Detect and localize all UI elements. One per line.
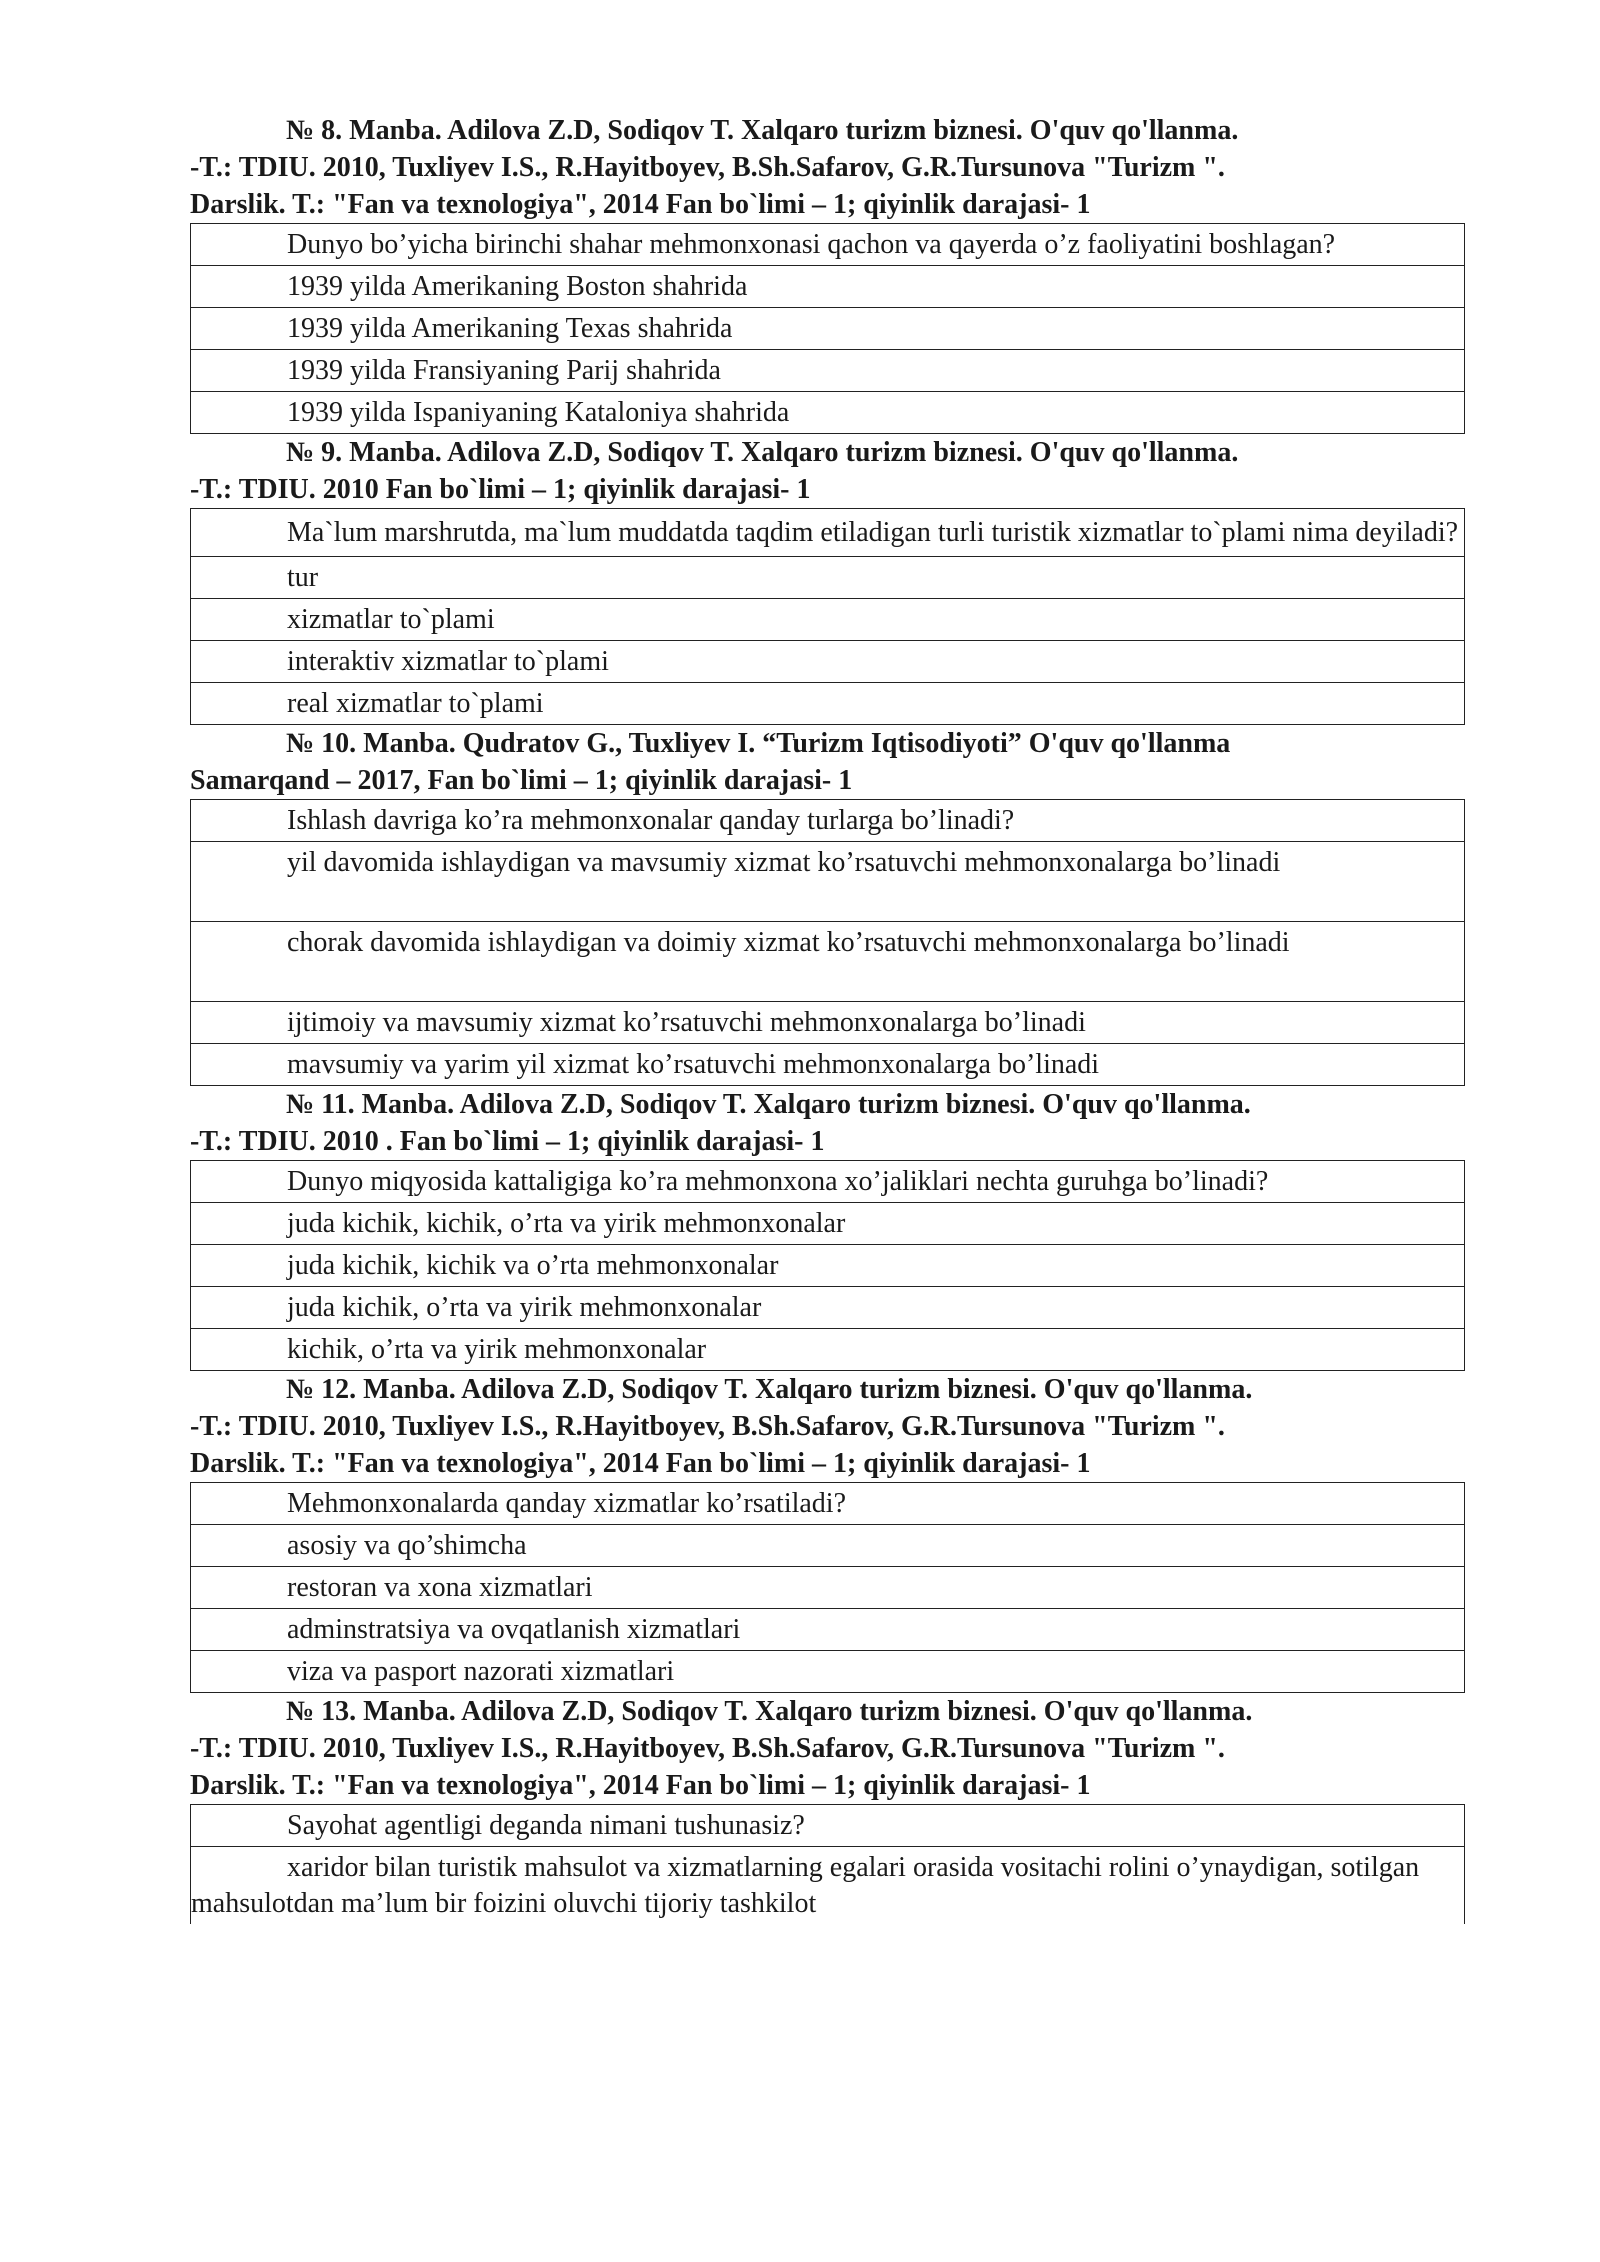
answer-text: xaridor bilan turistik mahsulot va xizmatlarning egalari orasida vositachi rolini o’ynaydigan, sotilgan mahsulotdan ma’lum bir foizini oluvchi tijoriy tashkilot (191, 1852, 1420, 1919)
question-row (191, 1161, 1465, 1203)
question-cell (191, 509, 1465, 557)
question-row (191, 224, 1465, 266)
question-text: Dunyo bo’yicha birinchi shahar mehmonxonasi qachon va qayerda o’z faoliyatini boshlagan? (287, 229, 1336, 260)
question-text: Ma`lum marshrutda, ma`lum muddatda taqdim etiladigan turli turistik xizmatlar to`plami nima deyiladi? (287, 517, 1459, 548)
answer-row (191, 1044, 1465, 1086)
header-line: Darslik. T.: "Fan va texnologiya", 2014 Fan bo`limi – 1; qiyinlik darajasi- 1 (190, 1448, 1091, 1479)
answer-row (191, 1651, 1465, 1693)
answer-cell (191, 1609, 1465, 1651)
question-header (190, 112, 1470, 223)
answer-cell (191, 1245, 1465, 1287)
answer-cell (191, 842, 1465, 922)
question-cell (191, 800, 1465, 842)
question-cell (191, 224, 1465, 266)
header-line: -T.: TDIU. 2010 . Fan bo`limi – 1; qiyinlik darajasi- 1 (190, 1126, 825, 1157)
question-table (190, 1804, 1465, 1924)
header-line: Darslik. T.: "Fan va texnologiya", 2014 Fan bo`limi – 1; qiyinlik darajasi- 1 (190, 1770, 1091, 1801)
answer-row (191, 1525, 1465, 1567)
answer-row (191, 266, 1465, 308)
question-row (191, 509, 1465, 557)
answer-cell (191, 1567, 1465, 1609)
answer-text: tur (287, 562, 319, 593)
answer-text: 1939 yilda Amerikaning Boston shahrida (287, 271, 748, 302)
answer-text: interaktiv xizmatlar to`plami (287, 646, 609, 677)
answer-cell (191, 922, 1465, 1002)
answer-cell (191, 557, 1465, 599)
question-text: Dunyo miqyosida kattaligiga ko’ra mehmonxona xo’jaliklari nechta guruhga bo’linadi? (287, 1166, 1269, 1197)
answer-row (191, 557, 1465, 599)
answer-row (191, 1287, 1465, 1329)
question-cell (191, 1805, 1465, 1847)
answer-cell (191, 392, 1465, 434)
answer-cell (191, 1847, 1465, 1925)
question-table (190, 799, 1465, 1086)
question-row (191, 1483, 1465, 1525)
answer-text: chorak davomida ishlaydigan va doimiy xizmat ko’rsatuvchi mehmonxonalarga bo’linadi (287, 927, 1290, 958)
answer-row (191, 842, 1465, 922)
header-line: № 9. Manba. Adilova Z.D, Sodiqov T. Xalqaro turizm biznesi. O'quv qo'llanma. (286, 437, 1239, 468)
answer-cell (191, 1287, 1465, 1329)
answer-row (191, 641, 1465, 683)
question-block-10 (190, 725, 1470, 1086)
answer-row (191, 1567, 1465, 1609)
question-text: Sayohat agentligi deganda nimani tushunasiz? (287, 1810, 805, 1841)
answer-text: juda kichik, kichik, o’rta va yirik mehmonxonalar (287, 1208, 846, 1239)
question-block-12 (190, 1371, 1470, 1693)
answer-row (191, 1609, 1465, 1651)
answer-row (191, 392, 1465, 434)
header-line: № 11. Manba. Adilova Z.D, Sodiqov T. Xalqaro turizm biznesi. O'quv qo'llanma. (286, 1089, 1251, 1120)
question-row (191, 800, 1465, 842)
answer-row (191, 1002, 1465, 1044)
answer-text: asosiy va qo’shimcha (287, 1530, 527, 1561)
question-header (190, 1086, 1470, 1160)
answer-cell (191, 1525, 1465, 1567)
answer-text: juda kichik, kichik va o’rta mehmonxonalar (287, 1250, 779, 1281)
answer-text: viza va pasport nazorati xizmatlari (287, 1656, 675, 1687)
question-header (190, 1693, 1470, 1804)
question-row (191, 1805, 1465, 1847)
answer-text: adminstratsiya va ovqatlanish xizmatlari (287, 1614, 741, 1645)
header-line: -T.: TDIU. 2010, Tuxliyev I.S., R.Hayitboyev, B.Sh.Safarov, G.R.Tursunova "Turizm ". (190, 1733, 1225, 1764)
header-line: № 8. Manba. Adilova Z.D, Sodiqov T. Xalqaro turizm biznesi. O'quv qo'llanma. (286, 115, 1239, 146)
question-block-11 (190, 1086, 1470, 1371)
header-line: -T.: TDIU. 2010, Tuxliyev I.S., R.Hayitboyev, B.Sh.Safarov, G.R.Tursunova "Turizm ". (190, 1411, 1225, 1442)
answer-text: real xizmatlar to`plami (287, 688, 544, 719)
header-line: -T.: TDIU. 2010, Tuxliyev I.S., R.Hayitboyev, B.Sh.Safarov, G.R.Tursunova "Turizm ". (190, 152, 1225, 183)
header-line: № 12. Manba. Adilova Z.D, Sodiqov T. Xalqaro turizm biznesi. O'quv qo'llanma. (286, 1374, 1253, 1405)
question-text: Ishlash davriga ko’ra mehmonxonalar qanday turlarga bo’linadi? (287, 805, 1015, 836)
answer-row (191, 1329, 1465, 1371)
answer-text: kichik, o’rta va yirik mehmonxonalar (287, 1334, 707, 1365)
question-block-9 (190, 434, 1470, 725)
answer-row (191, 1203, 1465, 1245)
answer-row (191, 308, 1465, 350)
header-line: -T.: TDIU. 2010 Fan bo`limi – 1; qiyinlik darajasi- 1 (190, 474, 811, 505)
question-cell (191, 1483, 1465, 1525)
question-cell (191, 1161, 1465, 1203)
answer-cell (191, 1329, 1465, 1371)
answer-text: yil davomida ishlaydigan va mavsumiy xizmat ko’rsatuvchi mehmonxonalarga bo’linadi (287, 847, 1281, 878)
answer-row (191, 1847, 1465, 1925)
answer-row (191, 922, 1465, 1002)
answer-text: mavsumiy va yarim yil xizmat ko’rsatuvchi mehmonxonalarga bo’linadi (287, 1049, 1100, 1080)
question-table (190, 223, 1465, 434)
question-header (190, 1371, 1470, 1482)
answer-cell (191, 1203, 1465, 1245)
answer-cell (191, 1002, 1465, 1044)
answer-row (191, 1245, 1465, 1287)
answer-cell (191, 1651, 1465, 1693)
answer-text: restoran va xona xizmatlari (287, 1572, 593, 1603)
question-block-13 (190, 1693, 1470, 1924)
answer-text: 1939 yilda Fransiyaning Parij shahrida (287, 355, 721, 386)
header-line: № 13. Manba. Adilova Z.D, Sodiqov T. Xalqaro turizm biznesi. O'quv qo'llanma. (286, 1696, 1253, 1727)
answer-cell (191, 683, 1465, 725)
answer-text: 1939 yilda Amerikaning Texas shahrida (287, 313, 733, 344)
question-table (190, 1482, 1465, 1693)
question-table (190, 1160, 1465, 1371)
answer-text: 1939 yilda Ispaniyaning Kataloniya shahrida (287, 397, 790, 428)
answer-cell (191, 599, 1465, 641)
answer-row (191, 683, 1465, 725)
question-text: Mehmonxonalarda qanday xizmatlar ko’rsatiladi? (287, 1488, 847, 1519)
header-line: № 10. Manba. Qudratov G., Tuxliyev I. “Turizm Iqtisodiyoti” O'quv qo'llanma (286, 728, 1231, 759)
answer-cell (191, 266, 1465, 308)
answer-cell (191, 350, 1465, 392)
answer-text: ijtimoiy va mavsumiy xizmat ko’rsatuvchi mehmonxonalarga bo’linadi (287, 1007, 1086, 1038)
answer-row (191, 599, 1465, 641)
answer-row (191, 350, 1465, 392)
header-line: Samarqand – 2017, Fan bo`limi – 1; qiyinlik darajasi- 1 (190, 765, 853, 796)
answer-cell (191, 308, 1465, 350)
answer-text: juda kichik, o’rta va yirik mehmonxonalar (287, 1292, 762, 1323)
answer-text: xizmatlar to`plami (287, 604, 495, 635)
question-table (190, 508, 1465, 725)
answer-cell (191, 641, 1465, 683)
question-header (190, 725, 1470, 799)
question-block-8 (190, 112, 1470, 434)
answer-cell (191, 1044, 1465, 1086)
question-header (190, 434, 1470, 508)
header-line: Darslik. T.: "Fan va texnologiya", 2014 Fan bo`limi – 1; qiyinlik darajasi- 1 (190, 189, 1091, 220)
document-page (190, 112, 1470, 1924)
